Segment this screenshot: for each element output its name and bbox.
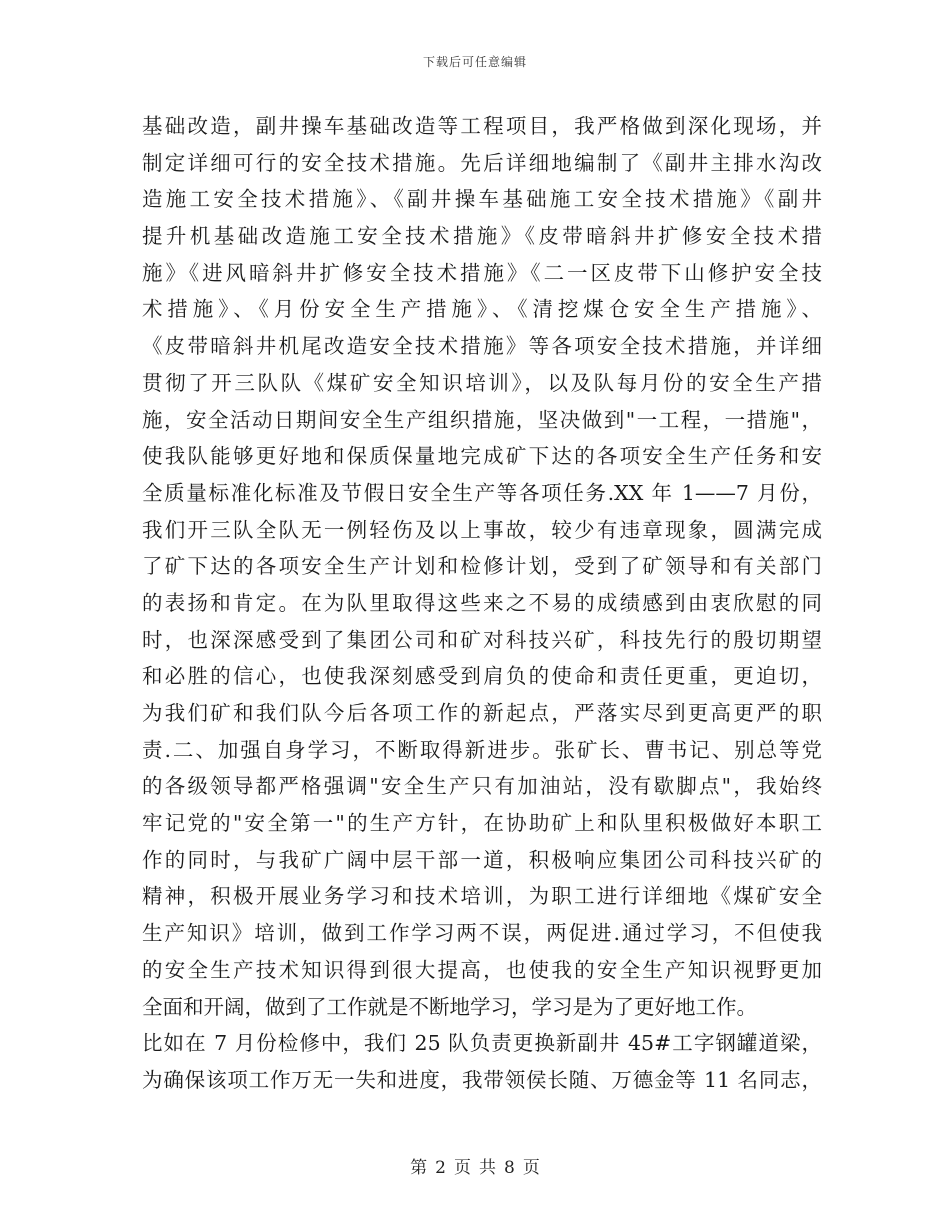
- text-line: 我们开三队全队无一例轻伤及以上事故，较少有违章现象，圆满完成: [142, 517, 822, 542]
- text-line: 责.二、加强自身学习，不断取得新进步。张矿长、曹书记、别总等党: [142, 737, 822, 762]
- text-line: 的各级领导都严格强调"安全生产只有加油站，没有歇脚点"，我始终: [142, 774, 822, 799]
- text-line: 了矿下达的各项安全生产计划和检修计划，受到了矿领导和有关部门: [142, 554, 822, 579]
- page-prefix: 第: [410, 1158, 428, 1178]
- text-line: 为我们矿和我们队今后各项工作的新起点，严落实尽到更高更严的职: [142, 701, 822, 725]
- text-line: 精神，积极开展业务学习和技术培训，为职工进行详细地《煤矿安全: [142, 884, 822, 909]
- text-line: 施，安全活动日期间安全生产组织措施，坚决做到"一工程，一措施"，: [142, 407, 822, 432]
- page-number-total: 8: [504, 1158, 515, 1178]
- text-line: 的表扬和肯定。在为队里取得这些来之不易的成绩感到由衷欣慰的同: [142, 590, 822, 615]
- page-footer: [0, 1153, 950, 1178]
- text-line: 制定详细可行的安全技术措施。先后详细地编制了《副井主排水沟改: [142, 150, 822, 175]
- text-line: 基础改造，副井操车基础改造等工程项目，我严格做到深化现场，并: [142, 114, 822, 138]
- text-line: 施》《进风暗斜井扩修安全技术措施》《二一区皮带下山修护安全技: [142, 260, 822, 285]
- page-suffix: 页: [522, 1158, 540, 1178]
- text-line: 比如在 7 月份检修中，我们 25 队负责更换新副井 45#工字钢罐道梁，: [142, 1031, 822, 1056]
- text-line: 和必胜的信心，也使我深刻感受到肩负的使命和责任更重，更迫切，: [142, 664, 822, 689]
- page-total-label: 共: [479, 1158, 496, 1178]
- text-line: 使我队能够更好地和保质保量地完成矿下达的各项安全生产任务和安: [142, 444, 822, 469]
- page-number-current: 2: [435, 1158, 446, 1178]
- text-line: 贯彻了开三队队《煤矿安全知识培训》，以及队每月份的安全生产措: [142, 370, 822, 395]
- text-line: 全面和开阔，做到了工作就是不断地学习，学习是为了更好地工作。: [142, 994, 757, 1019]
- text-line: 为确保该项工作万无一失和进度，我带领侯长随、万德金等 11 名同志，: [142, 1067, 822, 1092]
- text-line: 作的同时，与我矿广阔中层干部一道，积极响应集团公司科技兴矿的: [142, 847, 822, 872]
- text-line: 《皮带暗斜井机尾改造安全技术措施》等各项安全技术措施，并详细: [142, 334, 822, 359]
- text-line: 时，也深深感受到了集团公司和矿对科技兴矿，科技先行的殷切期望: [142, 627, 822, 652]
- text-line: 造施工安全技术措施》、《副井操车基础施工安全技术措施》《副井: [142, 187, 822, 212]
- text-line: 全质量标准化标准及节假日安全生产等各项任务.XX 年 1——7 月份，: [142, 480, 822, 505]
- header-note: 下载后可任意编辑: [422, 55, 527, 69]
- text-line: 生产知识》培训，做到工作学习两不误，两促进.通过学习，不但使我: [142, 921, 822, 946]
- document-body: [142, 108, 822, 1099]
- text-line: 的安全生产技术知识得到很大提高，也使我的安全生产知识视野更加: [142, 957, 822, 982]
- page-label: 页: [454, 1158, 471, 1178]
- text-line: 牢记党的"安全第一"的生产方针，在协助矿上和队里积极做好本职工: [142, 811, 822, 836]
- text-line: 提升机基础改造施工安全技术措施》《皮带暗斜井扩修安全技术措: [142, 224, 822, 249]
- text-line: 术措施》、《月份安全生产措施》、《清挖煤仓安全生产措施》、: [142, 297, 822, 322]
